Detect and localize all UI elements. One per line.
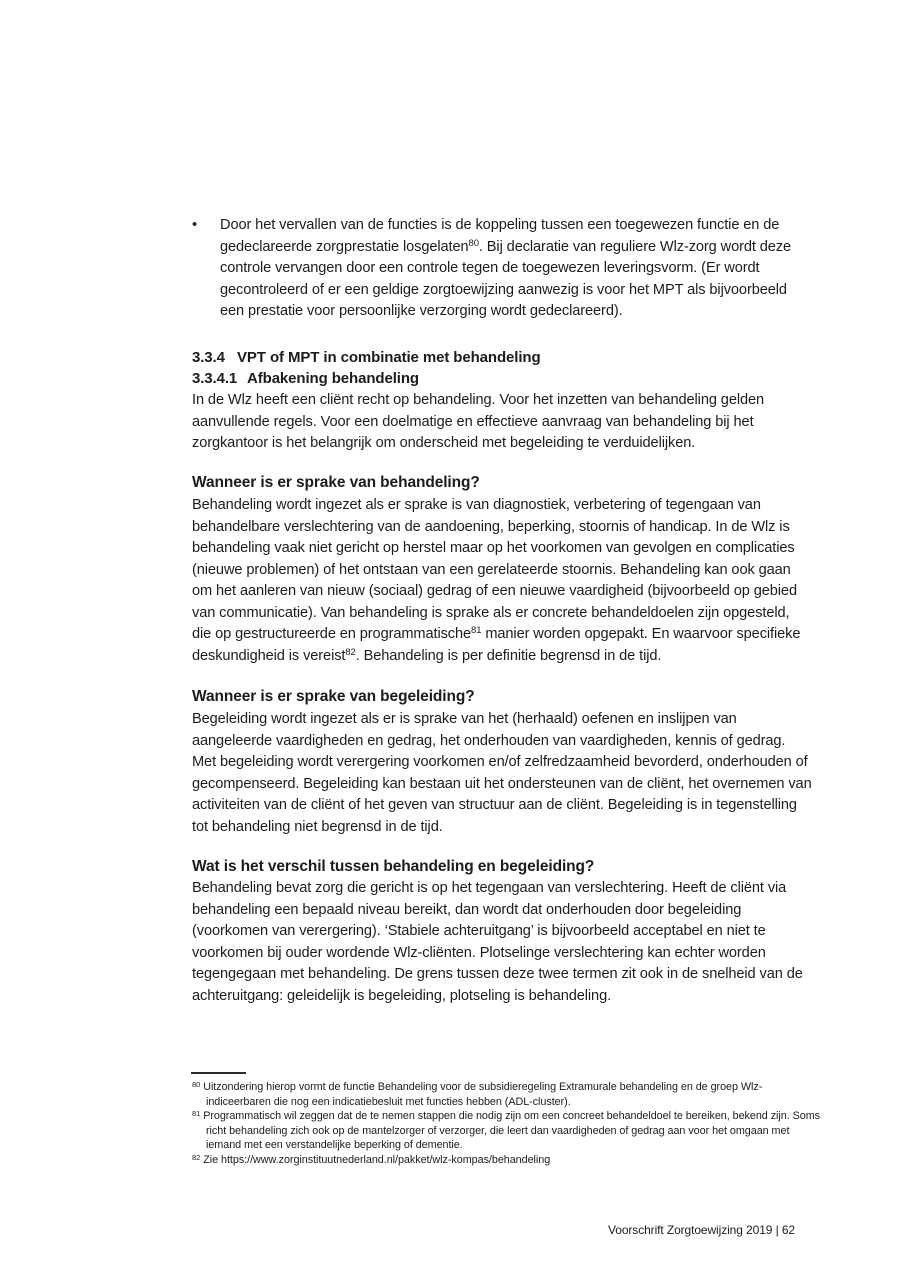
- footnote-link[interactable]: https://www.zorginstituutnederland.nl/pakket/wlz-kompas/behandeling: [221, 1153, 551, 1166]
- subheading-begeleiding: Wanneer is er sprake van begeleiding?: [192, 688, 475, 705]
- section-title: VPT of MPT in combinatie met behandeling: [237, 349, 541, 366]
- q1-part2: manier worden opgepakt. En waarvoor specifieke deskundigheid is vereist: [192, 626, 801, 664]
- footnote-ref-80: 80: [468, 237, 479, 249]
- section-heading-3-3-4: [192, 347, 812, 369]
- paragraph-begeleiding: Begeleiding wordt ingezet als er is sprake van het (herhaald) oefenen en inslijpen van aangeleerde vaardigheden en gedrag, het onderhouden van vaardigheden, kennis of gedrag. Met begeleiding wordt verergering voorkomen en/of zelfredzaamheid bevorderd, onderhouden of gecompenseerd. Begeleiding kan bestaan uit het ondersteunen van de cliënt, het overnemen van activiteiten van de cliënt of het geven van structuur aan de cliënt. Begeleiding is in tegenstelling tot behandeling niet begrensd in de tijd.: [192, 711, 812, 835]
- footnote-80: [192, 1080, 824, 1109]
- footnote-number: 80: [192, 1080, 201, 1089]
- paragraph-behandeling: [192, 495, 812, 667]
- q1-part1: Behandeling wordt ingezet als er sprake is van diagnostiek, verbetering of tegengaan van behandelbare verslechtering van de aandoening, beperking, stoornis of handicap. In de Wlz is behandeling vaak niet gericht op herstel maar op het voorkomen van gevolgen en complicaties (nieuwe problemen) of het ontstaan van een gerelateerde stoornis. Behandeling kan ook gaan om het aanleren van nieuw (sociaal) gedrag of een nieuwe vaardigheid (bijvoorbeeld op gebied van communicatie). Van behandeling is sprake als er concrete behandeldoelen zijn opgesteld, die op gestructureerde en programmatische: [192, 497, 797, 642]
- footer-separator: |: [775, 1223, 779, 1237]
- footer-document-title: Voorschrift Zorgtoewijzing 2019: [608, 1223, 773, 1237]
- section-number: 3.3.4: [192, 349, 225, 366]
- footnote-text-prefix: Zie: [203, 1153, 222, 1166]
- footnote-separator: [191, 1072, 246, 1074]
- subheading-behandeling: Wanneer is er sprake van behandeling?: [192, 474, 480, 491]
- bullet-text-part2: . Bij declaratie van reguliere Wlz-zorg wordt deze controle vervangen door een controle tegen de toegewezen leveringsvorm. (Er wordt gecontroleerd of er een geldige zorgtoewijzing aanwezig is voor het MPT als bijvoorbeeld een prestatie voor persoonlijke verzorging wordt gedeclareerd).: [220, 238, 792, 319]
- footnote-ref-82: 82: [345, 646, 356, 658]
- bullet-paragraph: [220, 215, 812, 323]
- intro-paragraph: In de Wlz heeft een cliënt recht op behandeling. Voor het inzetten van behandeling gelden aanvullende regels. Voor een doelmatige en effectieve aanvraag van behandeling bij het zorgkantoor is het belangrijk om onderscheid met begeleiding te verduidelijken.: [192, 392, 765, 451]
- bullet-text-part1: Door het vervallen van de functies is de koppeling tussen een toegewezen functie en de gedeclareerde zorgprestatie losgelaten: [220, 217, 780, 255]
- footnote-text: Uitzondering hierop vormt de functie Behandeling voor de subsidieregeling Extramurale behandeling en de groep Wlz-indiceerbaren die nog een indicatiebesluit met functies hebben (ADL-cluster).: [203, 1081, 763, 1108]
- subheading-verschil: Wat is het verschil tussen behandeling en begeleiding?: [192, 858, 595, 875]
- bullet-list-item: [192, 215, 812, 323]
- footnote-ref-81: 81: [471, 625, 482, 636]
- footnote-number: 81: [192, 1109, 201, 1119]
- section-number: 3.3.4.1: [192, 370, 238, 387]
- footnote-number: 82: [192, 1152, 201, 1162]
- bullet-marker: •: [192, 217, 198, 233]
- footnotes-section: [192, 1080, 824, 1168]
- footer-page-number: 62: [781, 1223, 795, 1237]
- footnote-text: Programmatisch wil zeggen dat de te nemen stappen die nodig zijn om een concreet behandeldoel te bereiken, bekend zijn. Soms richt behandeling zich ook op de mantelzorger of verzorger, die leert dan vaardigheden of gedrag aan voor het omgaan met iemand met een verstandelijke beperking of dementie.: [203, 1110, 821, 1152]
- footnote-82: [192, 1153, 824, 1168]
- q1-part3: . Behandeling is per definitie begrensd in de tijd.: [355, 647, 662, 664]
- section-title: Afbakening behandeling: [247, 370, 419, 387]
- page-footer: [608, 1222, 795, 1238]
- section-heading-3-3-4-1: [192, 368, 812, 390]
- footnote-81: [192, 1109, 824, 1153]
- paragraph-verschil: Behandeling bevat zorg die gericht is op het tegengaan van verslechtering. Heeft de cliënt via behandeling een bepaald niveau bereikt, dan wordt dat onderhouden door begeleiding (voorkomen van verergering). ‘Stabiele achteruitgang’ is bijvoorbeeld acceptabel en niet te voorkomen bij ouder wordende Wlz-cliënten. Plotselinge verslechtering kan echter worden tegengegaan met behandeling. De grens tussen deze twee termen zit ook in de snelheid van de achteruitgang: geleidelijk is begeleiding, plotseling is behandeling.: [192, 880, 803, 1004]
